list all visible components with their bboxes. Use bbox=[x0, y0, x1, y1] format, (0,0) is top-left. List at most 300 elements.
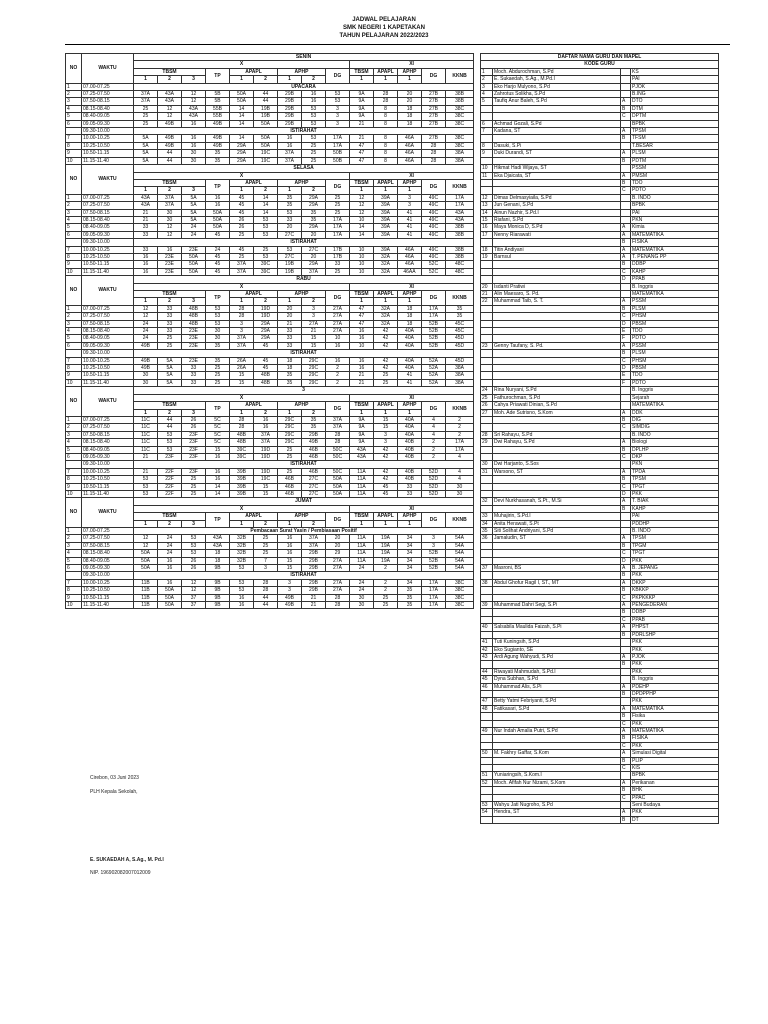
teacher-code-letter: B bbox=[621, 305, 631, 312]
teacher-code-cell: 25 bbox=[254, 550, 278, 557]
teacher-code-cell: 45 bbox=[206, 231, 230, 238]
period-time: 11.15-11.40 bbox=[82, 268, 134, 275]
teacher-subject: TPSM bbox=[631, 128, 719, 135]
teacher-code-cell: 50A bbox=[182, 261, 206, 268]
period-number: 5 bbox=[66, 335, 82, 342]
teacher-code-letter: A bbox=[621, 809, 631, 816]
xi-class-number: 1 bbox=[398, 298, 422, 305]
teacher-code-cell: 43A bbox=[134, 194, 158, 201]
teacher-code-cell: 32A bbox=[374, 305, 398, 312]
teacher-code-letter: B bbox=[621, 350, 631, 357]
teacher-code-cell: 22F bbox=[158, 490, 182, 497]
teacher-name: Taufiq Anur Baleh, S.Pd bbox=[493, 98, 621, 105]
teacher-subject: BPBK bbox=[631, 120, 719, 127]
teacher-code-cell: 19B bbox=[254, 105, 278, 112]
teacher-code-cell: 38C bbox=[446, 135, 474, 142]
teacher-code-letter bbox=[621, 394, 631, 401]
teacher-subject: PKK bbox=[631, 490, 719, 497]
teacher-code-cell: 2 bbox=[326, 372, 350, 379]
day-header-row bbox=[66, 498, 474, 505]
teacher-code-cell: 48B bbox=[230, 439, 254, 446]
teacher-name: Muhajirin, S.Pd.I bbox=[493, 513, 621, 520]
teacher-row bbox=[481, 490, 719, 497]
kknb-header: KKNB bbox=[446, 68, 474, 83]
teacher-code-cell: 47 bbox=[350, 150, 374, 157]
grade-xi-header: XI bbox=[350, 172, 474, 179]
teacher-code-cell: 5B bbox=[206, 98, 230, 105]
teacher-number: 47 bbox=[481, 698, 493, 705]
teacher-code-cell: 16 bbox=[254, 416, 278, 423]
teacher-code-cell: 3 bbox=[422, 542, 446, 549]
teacher-code-cell: 9A bbox=[350, 105, 374, 112]
teacher-code-cell: 16 bbox=[134, 261, 158, 268]
teacher-name bbox=[493, 365, 621, 372]
teacher-code-cell: 50B bbox=[326, 157, 350, 164]
apapl-xi-header: APAPL bbox=[374, 402, 398, 409]
teacher-code-cell: 26 bbox=[182, 424, 206, 431]
teacher-code-cell: 37A bbox=[134, 98, 158, 105]
teacher-code-cell: 25 bbox=[374, 379, 398, 386]
teacher-subject: DDBP bbox=[631, 609, 719, 616]
schedule-row bbox=[66, 490, 474, 497]
teacher-title-row bbox=[481, 54, 719, 61]
teacher-code-cell: 19C bbox=[254, 476, 278, 483]
teacher-subject: PKK bbox=[631, 742, 719, 749]
teacher-row bbox=[481, 246, 719, 253]
teacher-code-cell: 28 bbox=[374, 98, 398, 105]
teacher-code-cell: 28 bbox=[422, 150, 446, 157]
teacher-name bbox=[493, 661, 621, 668]
teacher-name bbox=[493, 816, 621, 823]
teacher-name: Wahyu Jati Nugroho, S.Pd bbox=[493, 802, 621, 809]
teacher-code-cell: 32B bbox=[230, 557, 254, 564]
teacher-code-cell: 38B bbox=[446, 98, 474, 105]
teacher-code-cell: 27A bbox=[326, 320, 350, 327]
teacher-code-cell: 9A bbox=[350, 416, 374, 423]
schedule-row bbox=[66, 461, 474, 468]
teacher-code-letter: B bbox=[621, 572, 631, 579]
teacher-code-cell: 24 bbox=[350, 587, 374, 594]
period-number: 3 bbox=[66, 542, 82, 549]
teacher-code-letter bbox=[621, 209, 631, 216]
teacher-number: 19 bbox=[481, 253, 493, 260]
teacher-code-cell: 35 bbox=[302, 416, 326, 423]
teacher-code-cell: 44 bbox=[158, 416, 182, 423]
period-number: 4 bbox=[66, 550, 82, 557]
period-time: 09.30-10.00 bbox=[82, 350, 134, 357]
teacher-code-cell: 32B bbox=[230, 550, 254, 557]
schedule-row bbox=[66, 416, 474, 423]
tbsm-class-number: 1 bbox=[134, 520, 158, 527]
teacher-code-cell: 49B bbox=[134, 342, 158, 349]
tbsm-class-number: 2 bbox=[158, 409, 182, 416]
schedule-row bbox=[66, 602, 474, 609]
teacher-code-cell: 15 bbox=[230, 379, 254, 386]
period-time: 07.00-07.25 bbox=[82, 83, 134, 90]
teacher-row bbox=[481, 68, 719, 75]
grade-x-header: X bbox=[134, 505, 350, 512]
teacher-code-cell: 50A bbox=[134, 550, 158, 557]
period-number: 6 bbox=[66, 120, 82, 127]
kknb-header: KKNB bbox=[446, 513, 474, 528]
teacher-code-cell: 14 bbox=[230, 135, 254, 142]
no-header: NO bbox=[66, 165, 82, 195]
teacher-code-letter bbox=[621, 520, 631, 527]
teacher-code-cell: 35 bbox=[398, 594, 422, 601]
teacher-row bbox=[481, 468, 719, 475]
teacher-number: 25 bbox=[481, 394, 493, 401]
teacher-code-cell: 39C bbox=[230, 446, 254, 453]
period-time: 08.40-09.05 bbox=[82, 335, 134, 342]
teacher-code-cell: 18 bbox=[206, 550, 230, 557]
teacher-code-cell: 21 bbox=[134, 209, 158, 216]
teacher-code-letter: A bbox=[621, 653, 631, 660]
special-activity: UPACARA bbox=[134, 83, 474, 90]
teacher-code-cell: 27C bbox=[278, 253, 302, 260]
teacher-code-cell: 35 bbox=[278, 379, 302, 386]
teacher-code-cell: 2 bbox=[446, 431, 474, 438]
teacher-code-letter: A bbox=[621, 705, 631, 712]
teacher-code-cell: 52B bbox=[422, 550, 446, 557]
teacher-code-cell: 45 bbox=[230, 209, 254, 216]
teacher-name bbox=[493, 542, 621, 549]
teacher-code-cell: 29B bbox=[278, 113, 302, 120]
teacher-code-cell: 38B bbox=[446, 231, 474, 238]
day-header-row bbox=[66, 165, 474, 172]
teacher-code-cell: 17A bbox=[326, 231, 350, 238]
teacher-code-cell: 47 bbox=[350, 305, 374, 312]
teacher-code-cell: 39A bbox=[374, 202, 398, 209]
teacher-code-cell: 25 bbox=[302, 157, 326, 164]
teacher-row bbox=[481, 794, 719, 801]
teacher-number: 15 bbox=[481, 216, 493, 223]
teacher-code-cell: 40B bbox=[398, 468, 422, 475]
teacher-code-cell: 52A bbox=[422, 365, 446, 372]
teacher-row bbox=[481, 624, 719, 631]
teacher-code-cell: 52A bbox=[422, 357, 446, 364]
teacher-code-cell: 4 bbox=[446, 468, 474, 475]
teacher-code-cell: 45D bbox=[446, 357, 474, 364]
teacher-subtitle-row bbox=[481, 61, 719, 68]
teacher-code-cell: 3 bbox=[422, 535, 446, 542]
teacher-code-cell: 50A bbox=[326, 476, 350, 483]
teacher-number bbox=[481, 372, 493, 379]
teacher-number: 33 bbox=[481, 513, 493, 520]
teacher-row bbox=[481, 668, 719, 675]
teacher-number: 48 bbox=[481, 705, 493, 712]
teacher-code-letter: D bbox=[621, 365, 631, 372]
teacher-code-cell: 28 bbox=[326, 594, 350, 601]
teacher-code-letter: B bbox=[621, 757, 631, 764]
teacher-code-letter: A bbox=[621, 498, 631, 505]
teacher-row bbox=[481, 483, 719, 490]
teacher-code-cell: 48B bbox=[182, 305, 206, 312]
teacher-code-cell: 11A bbox=[350, 542, 374, 549]
teacher-code-cell: 46A bbox=[398, 142, 422, 149]
teacher-number: 4 bbox=[481, 91, 493, 98]
teacher-name bbox=[493, 187, 621, 194]
day-name: SENIN bbox=[134, 54, 474, 61]
teacher-code-cell: 46B bbox=[302, 453, 326, 460]
teacher-number bbox=[481, 305, 493, 312]
teacher-code-cell: 25 bbox=[326, 268, 350, 275]
teacher-code-cell: 49C bbox=[422, 216, 446, 223]
teacher-code-cell: 27B bbox=[422, 135, 446, 142]
teacher-subject: KAHP bbox=[631, 505, 719, 512]
schedule-row bbox=[66, 313, 474, 320]
teacher-code-cell: 32B bbox=[230, 535, 254, 542]
period-number: 10 bbox=[66, 379, 82, 386]
teacher-number bbox=[481, 179, 493, 186]
teacher-code-cell: 49C bbox=[422, 202, 446, 209]
special-activity: ISTIRAHAT bbox=[134, 572, 474, 579]
teacher-code-cell: 16 bbox=[182, 120, 206, 127]
teacher-code-cell: 11B bbox=[134, 594, 158, 601]
period-number: 1 bbox=[66, 194, 82, 201]
teacher-code-cell: 35 bbox=[398, 587, 422, 594]
teacher-code-letter bbox=[621, 194, 631, 201]
teacher-code-cell: 30 bbox=[158, 209, 182, 216]
teacher-code-cell: 29A bbox=[230, 157, 254, 164]
teacher-code-cell: 38C bbox=[446, 113, 474, 120]
teacher-code-cell: 3 bbox=[374, 431, 398, 438]
teacher-code-cell: 5A bbox=[134, 142, 158, 149]
teacher-code-cell: 10 bbox=[350, 253, 374, 260]
teacher-code-cell: 3 bbox=[326, 105, 350, 112]
tp-header: TP bbox=[206, 402, 230, 417]
teacher-code-cell: 28 bbox=[374, 91, 398, 98]
teacher-code-cell: 11C bbox=[134, 416, 158, 423]
tbsm-header: TBSM bbox=[134, 402, 206, 409]
teacher-code-cell: 5A bbox=[134, 150, 158, 157]
teacher-code-cell: 37A bbox=[158, 202, 182, 209]
teacher-code-letter: C bbox=[621, 268, 631, 275]
teacher-code-cell: 45 bbox=[374, 490, 398, 497]
teacher-number bbox=[481, 757, 493, 764]
teacher-name bbox=[493, 787, 621, 794]
teacher-code-cell: 40B bbox=[398, 453, 422, 460]
schedule-row bbox=[66, 557, 474, 564]
teacher-name bbox=[493, 179, 621, 186]
teacher-name bbox=[493, 594, 621, 601]
tp-header: TP bbox=[206, 291, 230, 306]
teacher-subject: PJOK bbox=[631, 653, 719, 660]
teacher-code-letter: B bbox=[621, 505, 631, 512]
teacher-row bbox=[481, 424, 719, 431]
teacher-code-cell: 19D bbox=[254, 313, 278, 320]
teacher-code-cell: 22F bbox=[158, 476, 182, 483]
teacher-code-cell: 16 bbox=[278, 142, 302, 149]
period-time: 09.30-10.00 bbox=[82, 461, 134, 468]
teacher-code-cell: 41 bbox=[398, 224, 422, 231]
teacher-number bbox=[481, 631, 493, 638]
teacher-number bbox=[481, 594, 493, 601]
teacher-subject: DDK bbox=[631, 409, 719, 416]
teacher-code-cell: 37A bbox=[230, 261, 254, 268]
teacher-code-cell: 12 bbox=[158, 231, 182, 238]
teacher-code-cell: 30 bbox=[350, 594, 374, 601]
teacher-code-cell: 14 bbox=[230, 113, 254, 120]
teacher-number: 36 bbox=[481, 535, 493, 542]
teacher-code-cell: 12 bbox=[182, 91, 206, 98]
period-number: 7 bbox=[66, 246, 82, 253]
teacher-code-letter: C bbox=[621, 453, 631, 460]
tbsm-class-number: 1 bbox=[134, 76, 158, 83]
teacher-code-cell: 2 bbox=[326, 379, 350, 386]
teacher-code-letter: A bbox=[621, 439, 631, 446]
teacher-subject: TPGM bbox=[631, 542, 719, 549]
period-time: 08.15-08.40 bbox=[82, 216, 134, 223]
xi-class-number: 1 bbox=[374, 409, 398, 416]
teacher-subject: Kimia bbox=[631, 224, 719, 231]
teacher-code-cell: 52B bbox=[422, 320, 446, 327]
period-number bbox=[66, 572, 82, 579]
teacher-name bbox=[493, 357, 621, 364]
teacher-row bbox=[481, 557, 719, 564]
teacher-code-cell: 54A bbox=[446, 565, 474, 572]
teacher-code-cell: 46B bbox=[278, 483, 302, 490]
teacher-code-cell: 21 bbox=[302, 328, 326, 335]
teacher-code-cell: 45D bbox=[446, 342, 474, 349]
period-number: 3 bbox=[66, 98, 82, 105]
teacher-name: Muhammad Dahri Segi, S.Pi bbox=[493, 602, 621, 609]
teacher-code-cell: 35 bbox=[206, 342, 230, 349]
period-time: 10.50-11.15 bbox=[82, 372, 134, 379]
teacher-name: Genny Taufany, S. Pd. bbox=[493, 342, 621, 349]
schedule-row bbox=[66, 128, 474, 135]
teacher-name: Dwi Rahayu, S.Pd bbox=[493, 439, 621, 446]
teacher-code-cell: 21 bbox=[350, 120, 374, 127]
teacher-code-cell: 16 bbox=[278, 550, 302, 557]
teacher-code-cell: 28 bbox=[254, 579, 278, 586]
apapl-xi-header: APAPL bbox=[374, 179, 398, 186]
period-number: 6 bbox=[66, 565, 82, 572]
teacher-code-cell: 11B bbox=[134, 579, 158, 586]
period-time: 11.15-11.40 bbox=[82, 379, 134, 386]
teacher-code-cell: 42 bbox=[374, 357, 398, 364]
teacher-code-cell: 29A bbox=[230, 142, 254, 149]
teacher-subject: B. Inggris bbox=[631, 283, 719, 290]
teacher-code-cell: 24 bbox=[134, 335, 158, 342]
teacher-code-cell: 53 bbox=[182, 535, 206, 542]
period-number: 3 bbox=[66, 209, 82, 216]
teacher-number bbox=[481, 483, 493, 490]
teacher-number bbox=[481, 276, 493, 283]
schedule-row bbox=[66, 320, 474, 327]
period-time: 10.00-10.25 bbox=[82, 246, 134, 253]
teacher-code-cell: 15 bbox=[302, 342, 326, 349]
teacher-number: 50 bbox=[481, 750, 493, 757]
schedule-row bbox=[66, 579, 474, 586]
teacher-code-cell: 29B bbox=[302, 431, 326, 438]
teacher-code-cell: 33 bbox=[134, 224, 158, 231]
teacher-code-cell: 26 bbox=[230, 216, 254, 223]
teacher-code-letter: A bbox=[621, 128, 631, 135]
teacher-code-cell: 50A bbox=[182, 253, 206, 260]
teacher-code-cell: 40A bbox=[398, 416, 422, 423]
teacher-code-cell: 19A bbox=[374, 550, 398, 557]
teacher-code-cell: 3 bbox=[230, 328, 254, 335]
teacher-name bbox=[493, 765, 621, 772]
aphp-class-number: 1 bbox=[278, 187, 302, 194]
teacher-name: Moh. Ade Sutrisno, S.Kom bbox=[493, 409, 621, 416]
teacher-code-cell: 50A bbox=[158, 587, 182, 594]
period-time: 07.00-07.25 bbox=[82, 305, 134, 312]
teacher-subject: DT bbox=[631, 816, 719, 823]
teacher-subject: PDTO bbox=[631, 379, 719, 386]
teacher-code-cell: 25 bbox=[206, 365, 230, 372]
teacher-code-letter: C bbox=[621, 765, 631, 772]
teacher-code-cell: 25 bbox=[254, 246, 278, 253]
teacher-code-cell: 44 bbox=[254, 91, 278, 98]
teacher-code-cell: 17A bbox=[446, 446, 474, 453]
teacher-code-cell: 25 bbox=[254, 535, 278, 542]
schedule-row bbox=[66, 261, 474, 268]
teacher-code-cell: 35 bbox=[278, 372, 302, 379]
teacher-code-cell: 48B bbox=[182, 320, 206, 327]
teacher-code-cell: 37A bbox=[302, 268, 326, 275]
teacher-code-cell: 18 bbox=[398, 305, 422, 312]
teacher-code-cell: 46A bbox=[398, 261, 422, 268]
teacher-code-letter bbox=[621, 513, 631, 520]
tbsm-xi-header: TBSM bbox=[350, 68, 374, 75]
teacher-code-cell: 21 bbox=[350, 372, 374, 379]
dg-xi-header: DG bbox=[422, 402, 446, 417]
teacher-code-letter bbox=[621, 91, 631, 98]
teacher-code-cell: 48B bbox=[254, 379, 278, 386]
teacher-code-cell: 17A bbox=[422, 579, 446, 586]
teacher-code-cell: 50A bbox=[206, 216, 230, 223]
schedule-row bbox=[66, 468, 474, 475]
teacher-code-cell: 52D bbox=[422, 476, 446, 483]
teacher-row bbox=[481, 261, 719, 268]
teacher-code-cell: 24 bbox=[158, 542, 182, 549]
teacher-row bbox=[481, 83, 719, 90]
teacher-code-cell: 52B bbox=[422, 328, 446, 335]
schedule-row bbox=[66, 372, 474, 379]
teacher-code-cell: 9A bbox=[350, 431, 374, 438]
teacher-code-letter: C bbox=[621, 357, 631, 364]
teacher-code-cell: 18 bbox=[278, 357, 302, 364]
teacher-code-cell: 43A bbox=[158, 91, 182, 98]
teacher-code-cell: 16 bbox=[302, 91, 326, 98]
special-activity: ISTIRAHAT bbox=[134, 128, 474, 135]
tbsm-class-number: 3 bbox=[182, 520, 206, 527]
teacher-number: 14 bbox=[481, 209, 493, 216]
period-time: 10.25-10.50 bbox=[82, 365, 134, 372]
teacher-name: Rina Nuryani, S.Pd bbox=[493, 387, 621, 394]
teacher-code-cell: 5A bbox=[158, 357, 182, 364]
teacher-name bbox=[493, 157, 621, 164]
waktu-header: WAKTU bbox=[82, 54, 134, 84]
teacher-name: Muhammad Taib, S. T. bbox=[493, 298, 621, 305]
teacher-code-cell: 14 bbox=[254, 194, 278, 201]
teacher-code-cell: 53 bbox=[182, 550, 206, 557]
teacher-code-cell: 40A bbox=[398, 431, 422, 438]
teacher-number bbox=[481, 476, 493, 483]
period-number: 3 bbox=[66, 320, 82, 327]
teacher-code-cell: 25 bbox=[182, 490, 206, 497]
xi-class-number: 1 bbox=[374, 76, 398, 83]
teacher-code-cell: 49B bbox=[278, 602, 302, 609]
day-name: RABU bbox=[134, 276, 474, 283]
teacher-subject: PSSM bbox=[631, 165, 719, 172]
tbsm-xi-header: TBSM bbox=[350, 179, 374, 186]
schedule-row bbox=[66, 328, 474, 335]
teacher-code-letter: B bbox=[621, 587, 631, 594]
teacher-code-cell: 39A bbox=[374, 231, 398, 238]
teacher-subject: DTM bbox=[631, 105, 719, 112]
